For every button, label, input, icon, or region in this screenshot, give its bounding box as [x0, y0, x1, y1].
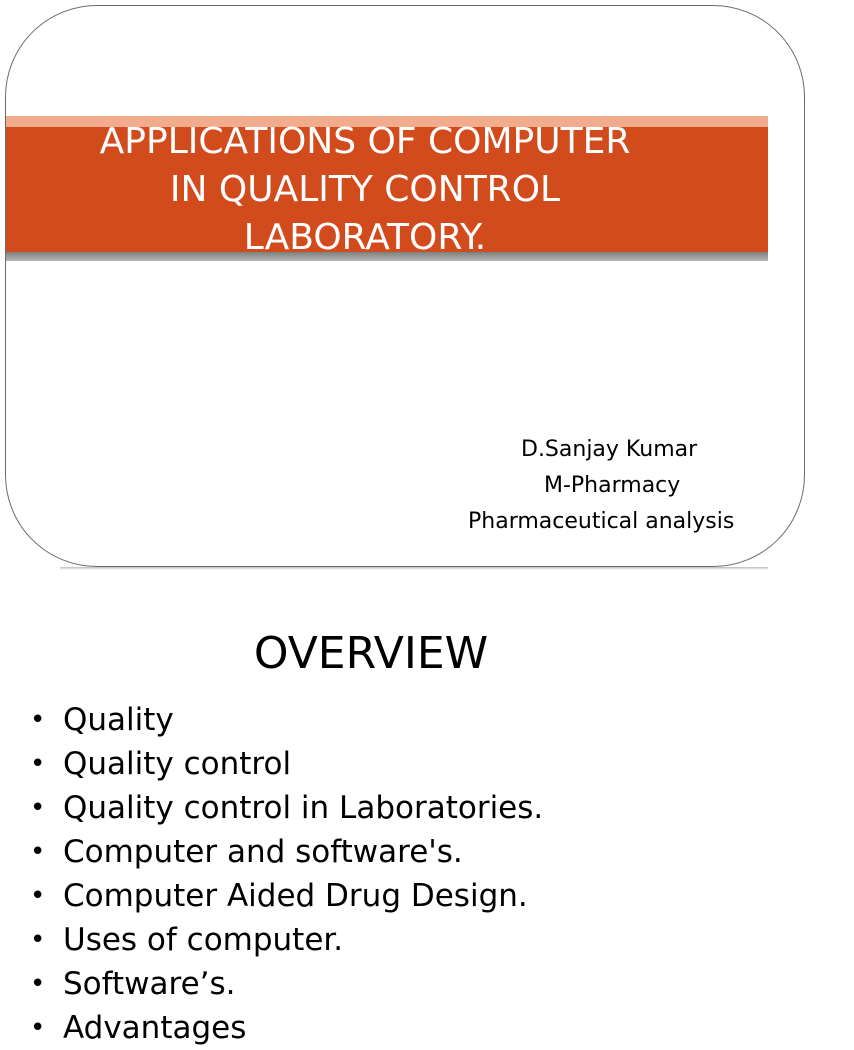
author-degree: M-Pharmacy [544, 473, 681, 498]
bullet-icon: • [30, 793, 46, 823]
overview-item [30, 786, 543, 830]
overview-item-text: Quality control in Laboratories. [63, 790, 544, 826]
bullet-icon: • [30, 749, 46, 779]
overview-item-text: Quality control [63, 746, 292, 782]
overview-heading: OVERVIEW [253, 628, 489, 679]
overview-item-text: Quality [63, 702, 174, 738]
bullet-icon: • [30, 969, 46, 999]
overview-item [30, 962, 543, 1006]
slide-title-line-2: IN QUALITY CONTROL [169, 169, 561, 210]
author-department: Pharmaceutical analysis [468, 509, 735, 534]
bullet-icon: • [30, 925, 46, 955]
overview-item-text: Advantages [63, 1010, 247, 1046]
overview-item [30, 742, 543, 786]
bullet-icon: • [30, 881, 46, 911]
overview-item-text: Software’s. [63, 966, 236, 1002]
slide-frame-shadow [60, 567, 768, 570]
overview-item [30, 1006, 543, 1050]
bullet-icon: • [30, 705, 46, 735]
slide-title-line-3: LABORATORY. [243, 217, 487, 258]
author-name: D.Sanjay Kumar [521, 437, 698, 462]
overview-list [30, 698, 543, 1050]
overview-item [30, 874, 543, 918]
slide-title [10, 118, 720, 262]
title-slide [0, 0, 768, 572]
slide-title-line-1: APPLICATIONS OF COMPUTER [99, 121, 631, 162]
overview-item-text: Computer and software's. [63, 834, 463, 870]
bullet-icon: • [30, 1013, 46, 1043]
overview-item-text: Uses of computer. [63, 922, 344, 958]
author-block [468, 432, 778, 540]
overview-item [30, 830, 543, 874]
overview-item-text: Computer Aided Drug Design. [63, 878, 528, 914]
overview-item [30, 918, 543, 962]
overview-slide [0, 586, 768, 1046]
bullet-icon: • [30, 837, 46, 867]
overview-item [30, 698, 543, 742]
